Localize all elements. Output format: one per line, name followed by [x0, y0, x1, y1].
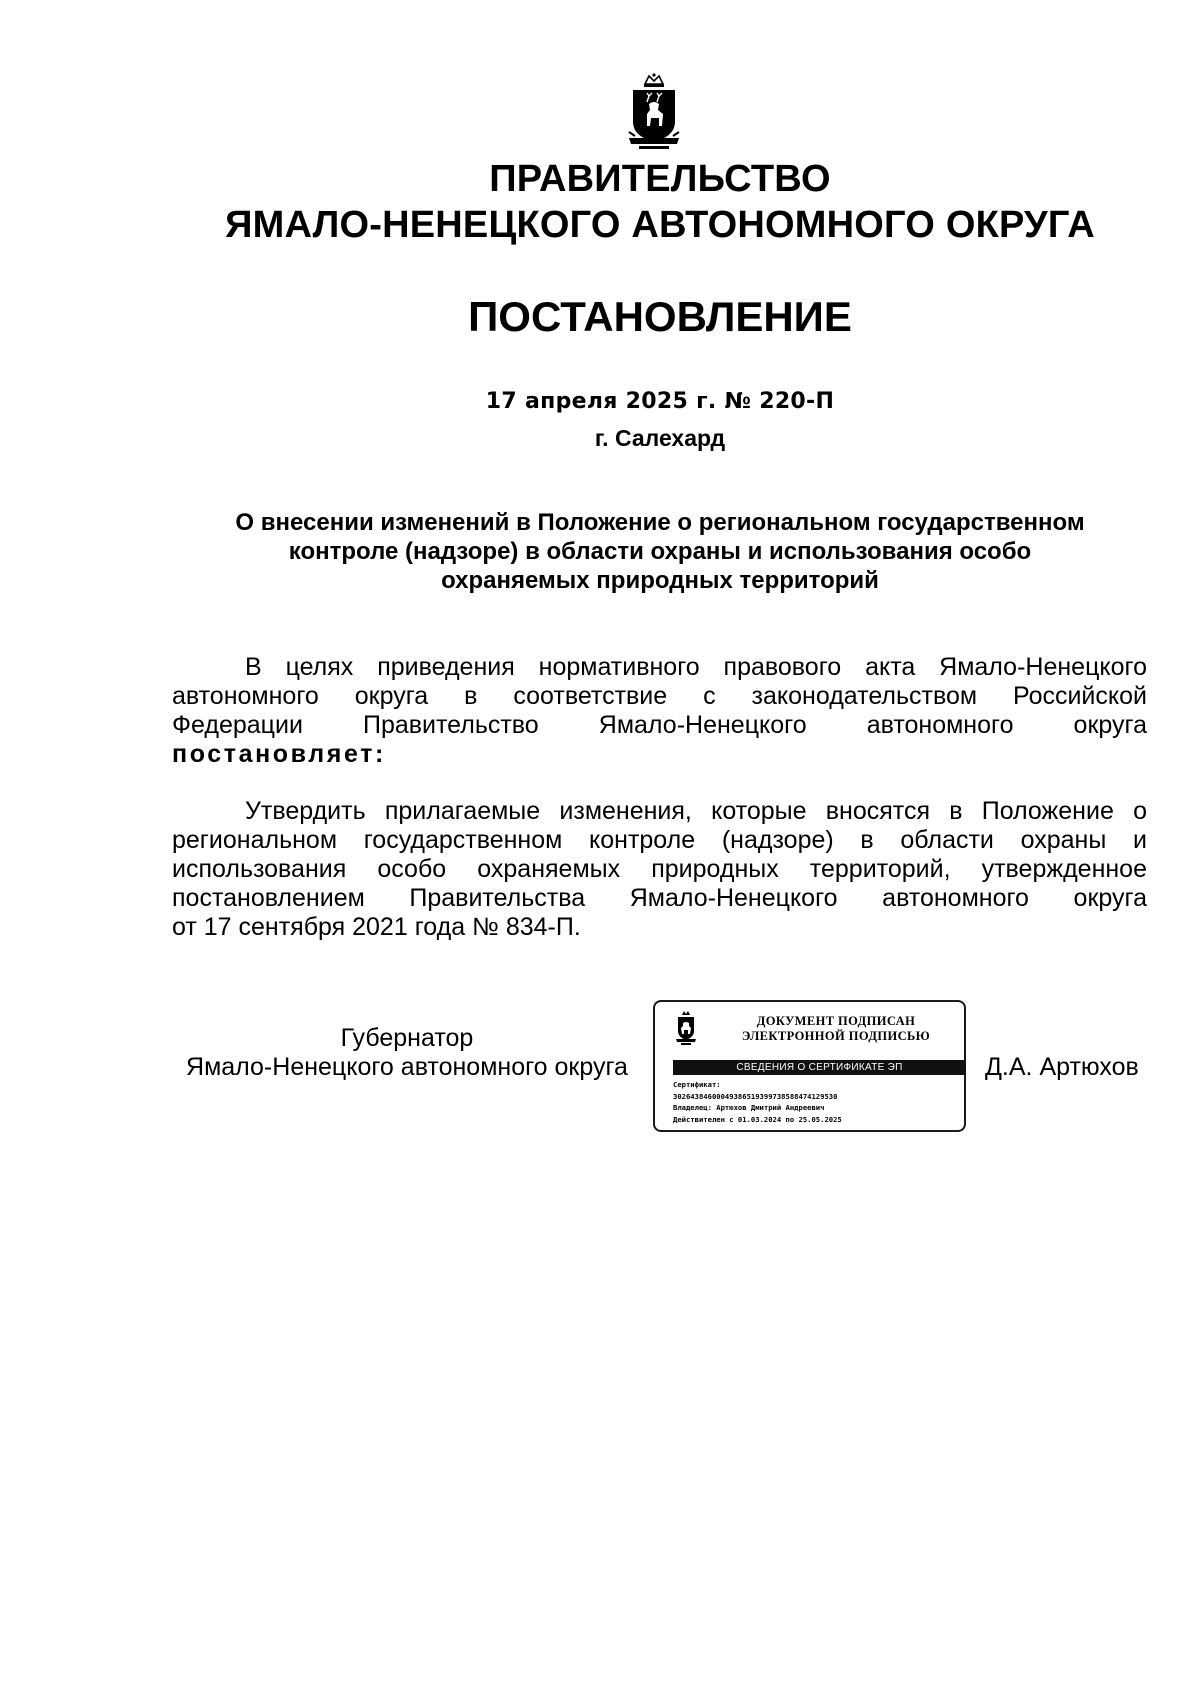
document-subject — [175, 508, 1145, 595]
coat-of-arms-icon — [625, 72, 683, 154]
certificate-validity: Действителен с 01.03.2024 по 25.05.2025 — [673, 1114, 842, 1124]
certificate-label: Сертификат: — [673, 1080, 721, 1089]
paragraph-line: Федерации Правительство Ямало-Ненецкого автономного округа — [172, 711, 1147, 739]
stamp-title-line2: ЭЛЕКТРОННОЙ ПОДПИСЬЮ — [741, 1029, 931, 1043]
subject-line: контроле (надзоре) в области охраны и использования особо — [288, 538, 1032, 565]
signatory-name: Д.А. Артюхов — [985, 1053, 1139, 1081]
coat-of-arms-small-icon — [675, 1010, 697, 1046]
certificate-number: 302643846000493865193997385884741295​30 — [673, 1091, 838, 1101]
signatory-role — [172, 1024, 642, 1082]
signatory-role-line2: Ямало-Ненецкого автономного округа — [186, 1053, 628, 1081]
subject-line: охраняемых природных территорий — [441, 567, 879, 594]
paragraph-line: постановлением Правительства Ямало-Ненецкого автономного округа — [172, 884, 1147, 912]
stamp-title-line1: ДОКУМЕНТ ПОДПИСАН — [756, 1014, 916, 1028]
preamble-paragraph — [172, 653, 1147, 769]
electronic-signature-stamp — [653, 1000, 966, 1132]
government-title-line2: ЯМАЛО-НЕНЕЦКОГО АВТОНОМНОГО ОКРУГА — [225, 204, 1095, 246]
document-city: г. Салехард — [594, 425, 726, 451]
paragraph-line: Утвердить прилагаемые изменения, которые вносятся в Положение о — [245, 797, 1147, 825]
paragraph-line: региональном государственном контроле (надзоре) в области охраны и — [172, 826, 1147, 854]
decree-word: постановляет: — [172, 740, 386, 768]
paragraph-line: автономного округа в соответствие с законодательством Российской — [172, 682, 1147, 710]
certificate-details — [673, 1079, 963, 1125]
signatory-role-line1: Губернатор — [340, 1024, 474, 1052]
paragraph-line: В целях приведения нормативного правового акта Ямало-Ненецкого — [245, 653, 1147, 681]
government-title-line1: ПРАВИТЕЛЬСТВО — [489, 158, 831, 200]
paragraph-line: от 17 сентября 2021 года № 834-П. — [172, 913, 581, 941]
paragraph-line: использования особо охраняемых природных территорий, утвержденное — [172, 855, 1147, 883]
document-type-title: ПОСТАНОВЛЕНИЕ — [468, 293, 852, 340]
document-date-number: 17 апреля 2025 г. № 220-П — [485, 389, 835, 414]
subject-line: О внесении изменений в Положение о региональном государственном — [235, 509, 1085, 536]
resolution-paragraph — [172, 797, 1147, 942]
certificate-owner: Владелец: Артюхов Дмитрий Андреевич — [673, 1103, 825, 1112]
certificate-info-bar: СВЕДЕНИЯ О СЕРТИФИКАТЕ ЭП — [673, 1060, 966, 1075]
stamp-title — [725, 1014, 947, 1044]
